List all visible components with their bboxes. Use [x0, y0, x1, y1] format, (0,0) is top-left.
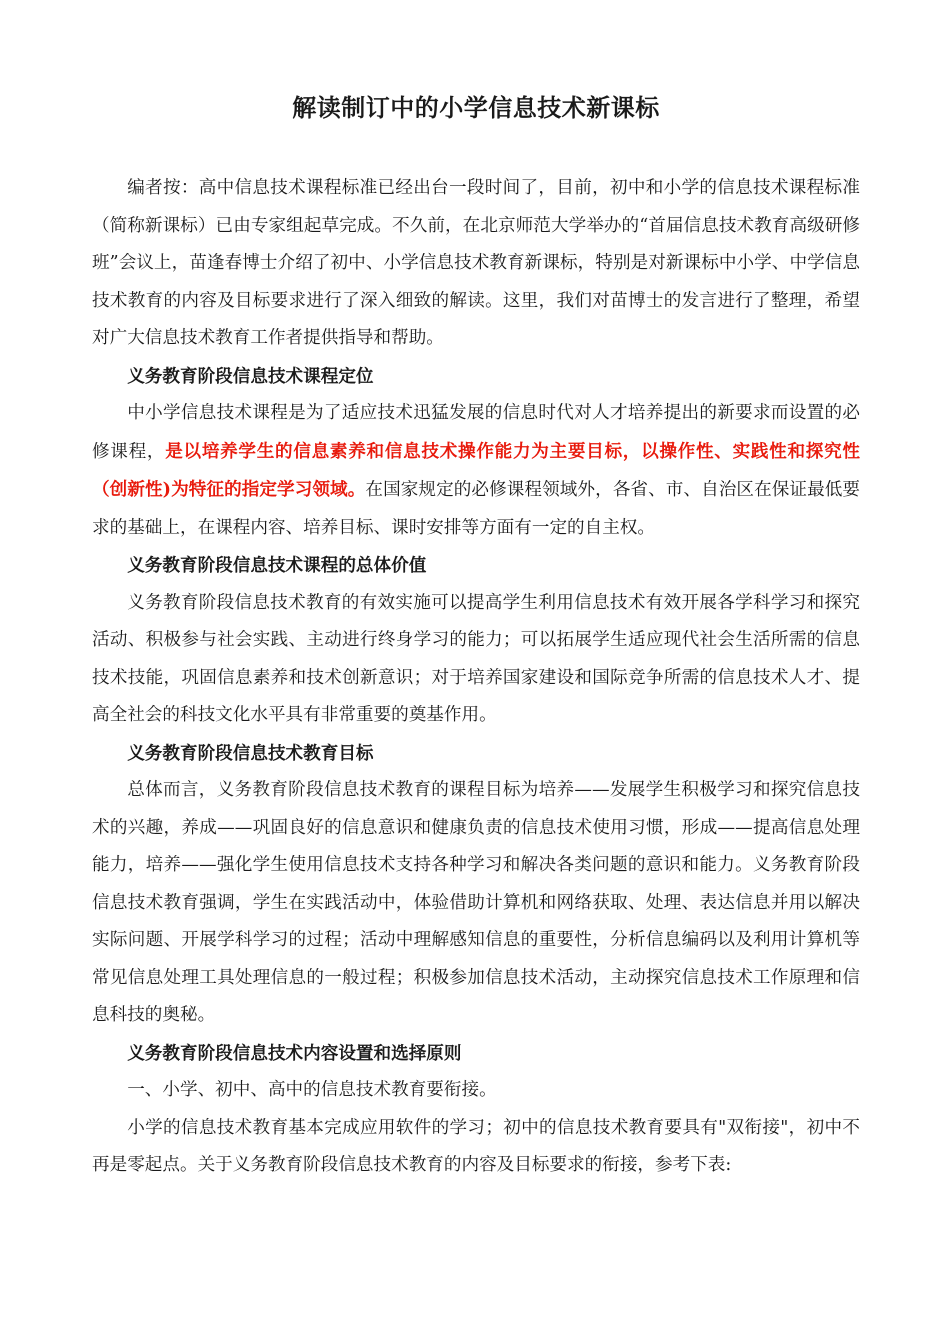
section-paragraph-value: 义务教育阶段信息技术教育的有效实施可以提高学生利用信息技术有效开展各学科学习和探究活动、积极参与社会实践、主动进行终身学习的能力；可以拓展学生适应现代社会生活所需的信息技术技能，巩固信息素养和技术创新意识；对于培养国家建设和国际竞争所需的信息技术人才、提高全社会的科技文化水平具有非常重要的奠基作用。 — [92, 592, 860, 725]
positioning-text-after: 在国家规定的必修课程领域外，各省、市、自治区在保证最低要求的基础上，在课程内容、培养目标、课时安排等方面有一定的自主权。 — [92, 480, 860, 538]
document-title: 解读制订中的小学信息技术新课标 — [292, 94, 660, 122]
section-paragraph-principles: 小学的信息技术教育基本完成应用软件的学习；初中的信息技术教育要具有"双衔接"，初中不再是零起点。关于义务教育阶段信息技术教育的内容及目标要求的衔接，参考下表: — [92, 1117, 860, 1175]
section-paragraph-goals: 总体而言，义务教育阶段信息技术教育的课程目标为培养——发展学生积极学习和探究信息技术的兴趣，养成——巩固良好的信息意识和健康负责的信息技术使用习惯，形成——提高信息处理能力，培养——强化学生使用信息技术支持各种学习和解决各类问题的意识和能力。义务教育阶段信息技术教育强调，学生在实践活动中，体验借助计算机和网络获取、处理、表达信息并用以解决实际问题、开展学科学习的过程；活动中理解感知信息的重要性，分析信息编码以及利用计算机等常见信息处理工具处理信息的一般过程；积极参加信息技术活动，主动探究信息技术工作原理和信息科技的奥秘。 — [92, 780, 860, 1025]
document-page — [92, 88, 860, 1185]
editor-note: 编者按：高中信息技术课程标准已经出台一段时间了，目前，初中和小学的信息技术课程标准（简称新课标）已由专家组起草完成。不久前，在北京师范大学举办的“首届信息技术教育高级研修班”会议上，苗逢春博士介绍了初中、小学信息技术教育新课标，特别是对新课标中小学、中学信息技术教育的内容及目标要求进行了深入细致的解读。这里，我们对苗博士的发言进行了整理，希望对广大信息技术教育工作者提供指导和帮助。 — [92, 178, 860, 348]
section-heading-value: 义务教育阶段信息技术课程的总体价值 — [127, 555, 427, 576]
section-heading-goals: 义务教育阶段信息技术教育目标 — [127, 742, 374, 764]
positioning-highlight-text: 是以培养学生的信息素养和信息技术操作能力为主要目标，以操作性、实践性和探究性（创新性)为特征的指定学习领域。 — [92, 440, 860, 500]
section-heading-positioning: 义务教育阶段信息技术课程定位 — [127, 365, 374, 387]
principle-point-1: 一、小学、初中、高中的信息技术教育要衔接。 — [127, 1080, 497, 1100]
section-heading-principles: 义务教育阶段信息技术内容设置和选择原则 — [127, 1042, 462, 1064]
section-paragraph-positioning — [92, 395, 860, 547]
positioning-text-before: 中小学信息技术课程是为了适应技术迅猛发展的信息时代对人才培养提出的新要求而设置的必修课程， — [92, 403, 860, 462]
